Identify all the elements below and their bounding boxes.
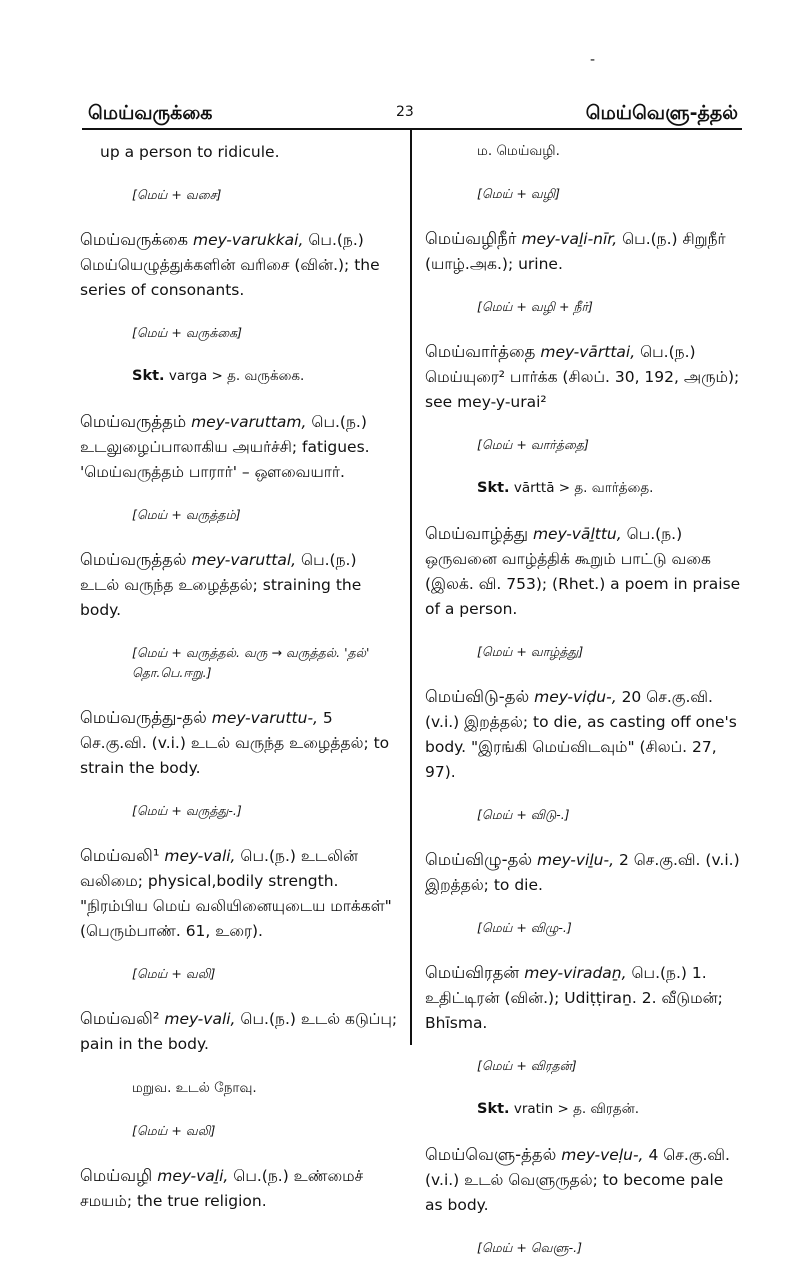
note-text: மறுவ. உடல் நோவு. [132, 1080, 257, 1096]
entry-definition: பெ.(ந.) 1. உதிட்டிரன் (வின்.); Udiṭṭiraṉ. 2. வீடுமன்; Bhīsma. [425, 964, 723, 1032]
etymology: [மெய் + வாழ்த்து] [477, 644, 584, 659]
entry-definition: 5 செ.கு.வி. (v.i.) உடல் வருந்த உழைத்தல்; to strain the body. [80, 709, 390, 777]
page-number: 23 [396, 104, 414, 120]
etymology: [மெய் + வருத்து-.] [132, 803, 242, 818]
entry-transliteration: mey-varukkai, [193, 231, 304, 249]
left-column [80, 140, 398, 1234]
dictionary-entry [80, 547, 398, 623]
entry-transliteration: mey-viḻu-, [537, 851, 614, 869]
dictionary-entry [425, 1142, 745, 1218]
etymology: [மெய் + வார்த்தை] [477, 437, 589, 452]
note-text: vārttā > த. வார்த்தை. [513, 480, 654, 496]
entry-transliteration: mey-vārttai, [540, 343, 636, 361]
source-note [425, 1098, 745, 1120]
dictionary-entry [80, 1163, 398, 1214]
entry-transliteration: mey-viḍu-, [534, 688, 617, 706]
entry-headword: மெய்வருத்தம் [80, 412, 187, 431]
entry-headword: மெய்வழி [80, 1166, 153, 1185]
entry-headword: மெய்வருத்து-தல் [80, 708, 207, 727]
source-note [425, 140, 745, 162]
entry-definition: பெ.(ந.) உடலின் வலிமை; physical,bodily strength. "நிரம்பிய மெய் வலியினையுடைய மாக்கள்" (பெரும்பாண். 61, உரை). [80, 847, 392, 940]
header-right-guide-word: மெய்வெளு-த்தல் [585, 102, 738, 124]
column-divider [410, 130, 412, 1045]
etymology: [மெய் + விடு-.] [477, 807, 570, 822]
etymology: [மெய் + வழி] [477, 186, 560, 201]
entry-transliteration: mey-varuttal, [191, 551, 297, 569]
entry-definition: 4 செ.கு.வி. (v.i.) உடல் வெளுருதல்; to become pale as body. [425, 1146, 730, 1214]
dictionary-entry [425, 847, 745, 898]
entry-headword: மெய்வருக்கை [80, 230, 189, 249]
entry-transliteration: mey-varuttu-, [211, 709, 318, 727]
etymology: [மெய் + வலி] [132, 1123, 216, 1138]
entry-transliteration: mey-viradaṉ, [524, 964, 627, 982]
note-text: ம. மெய்வழி. [477, 143, 560, 159]
entry-transliteration: mey-vaḻi, [157, 1167, 229, 1185]
etymology: [மெய் + வழி + நீர்] [477, 299, 593, 314]
entry-headword: மெய்வாழ்த்து [425, 524, 529, 543]
header-rule [82, 128, 742, 130]
etymology: [மெய் + வருத்தம்] [132, 507, 241, 522]
dictionary-entry [425, 960, 745, 1036]
dictionary-entry [80, 843, 398, 944]
entry-definition: பெ.(ந.) உடலுழைப்பாலாகிய அயர்ச்சி; fatigues. 'மெய்வருத்தம் பாரார்' – ஔவையார். [80, 413, 370, 481]
etymology: [மெய் + விரதன்] [477, 1058, 577, 1073]
dictionary-entry [80, 409, 398, 485]
dictionary-entry [80, 1006, 398, 1057]
etymology: [மெய் + வலி] [132, 966, 216, 981]
entry-headword: மெய்வலி¹ [80, 846, 160, 865]
page-header [0, 96, 800, 132]
note-text: varga > த. வருக்கை. [168, 368, 305, 384]
entry-transliteration: mey-vāḻttu, [532, 525, 622, 543]
dictionary-entry [425, 339, 745, 415]
entry-headword: மெய்விரதன் [425, 963, 520, 982]
entry-headword: மெய்வார்த்தை [425, 342, 536, 361]
source-note [80, 1077, 398, 1099]
entry-transliteration: mey-veḷu-, [561, 1146, 644, 1164]
entry-continuation: up a person to ridicule. [100, 143, 280, 161]
entry-transliteration: mey-varuttam, [191, 413, 307, 431]
header-left-guide-word: மெய்வருக்கை [88, 102, 213, 124]
entry-headword: மெய்விழு-தல் [425, 850, 533, 869]
dictionary-entry [425, 226, 745, 277]
entry-definition: பெ.(ந.) சிறுநீர் (யாழ்.அக.); urine. [425, 230, 726, 273]
dictionary-entry [425, 684, 745, 785]
etymology: [மெய் + வெளு-.] [477, 1240, 582, 1255]
note-label: Skt. [477, 1101, 510, 1117]
entry-definition: பெ.(ந.) மெய்யுரை² பார்க்க (சிலப். 30, 192, அரும்); see mey-y-urai² [425, 343, 740, 411]
entry-headword: மெய்வழிநீர் [425, 229, 517, 248]
entry-headword: மெய்வருத்தல் [80, 550, 187, 569]
entry-transliteration: mey-vali, [164, 1010, 236, 1028]
etymology: [மெய் + வருக்கை] [132, 325, 243, 340]
entry-definition: பெ.(ந.) உடல் வருந்த உழைத்தல்; straining the body. [80, 551, 362, 619]
entry-definition: 20 செ.கு.வி. (v.i.) இறத்தல்; to die, as casting off one's body. "இரங்கி மெய்விடவும்" (சிலப். 27, 97). [425, 688, 737, 781]
dictionary-entry [425, 521, 745, 622]
dictionary-entry [80, 705, 398, 781]
entry-definition: பெ.(ந.) ஒருவனை வாழ்த்திக் கூறும் பாட்டு வகை (இலக். வி. 753); (Rhet.) a poem in praise of a person. [425, 525, 741, 618]
entry-definition: பெ.(ந.) உண்மைச் சமயம்; the true religion. [80, 1167, 364, 1210]
entry-headword: மெய்வெளு-த்தல் [425, 1145, 557, 1164]
stray-mark: - [590, 52, 596, 68]
etymology: [மெய் + விழு-.] [477, 920, 572, 935]
right-column [425, 140, 745, 1280]
entry-definition: பெ.(ந.) உடல் கடுப்பு; pain in the body. [80, 1010, 398, 1053]
entry-headword: மெய்விடு-தல் [425, 687, 530, 706]
entry-transliteration: mey-vali, [164, 847, 236, 865]
source-note [425, 477, 745, 499]
dictionary-entry [80, 227, 398, 303]
note-label: Skt. [477, 480, 510, 496]
entry-definition: 2 செ.கு.வி. (v.i.) இறத்தல்; to die. [425, 851, 740, 894]
entry-headword: மெய்வலி² [80, 1009, 160, 1028]
entry-definition: பெ.(ந.) மெய்யெழுத்துக்களின் வரிசை (வின்.); the series of consonants. [80, 231, 380, 299]
entry-transliteration: mey-vaḻi-nīr, [521, 230, 618, 248]
source-note [80, 365, 398, 387]
note-text: vratin > த. விரதன். [513, 1101, 640, 1117]
note-label: Skt. [132, 368, 165, 384]
etymology: [மெய் + வருத்தல். வரு → வருத்தல். 'தல்' தொ.பெ.ஈறு.] [132, 645, 370, 680]
etymology: [மெய் + வசை] [132, 187, 222, 202]
